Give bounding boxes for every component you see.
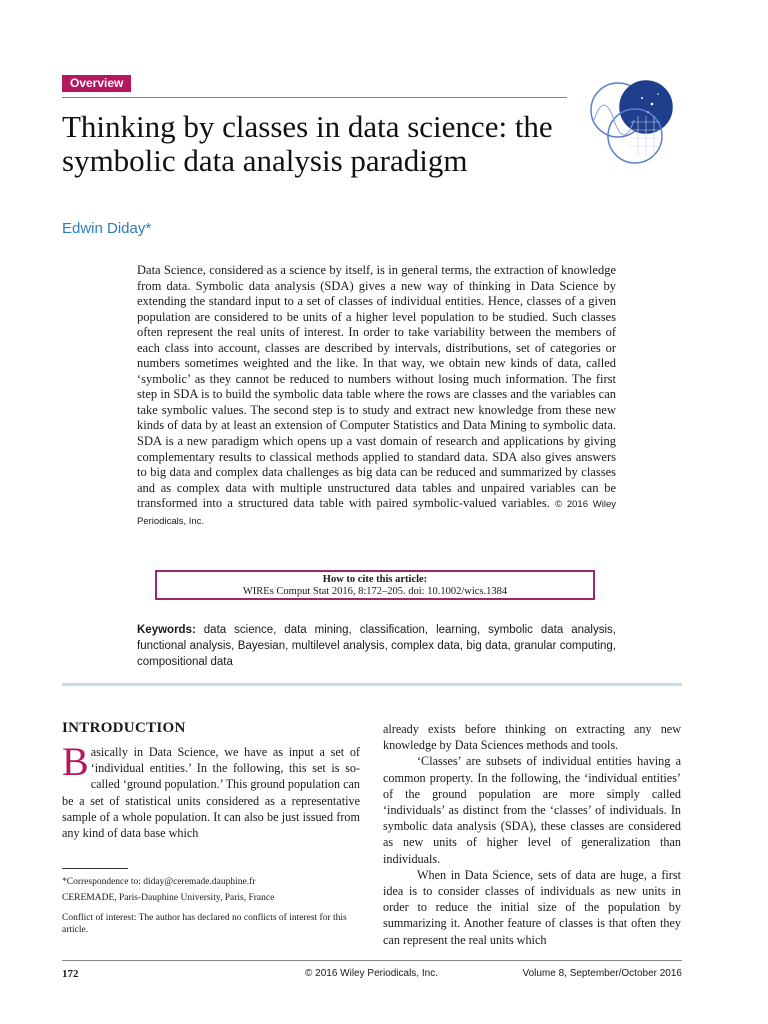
- section-divider: [62, 683, 682, 686]
- footer-rule: [62, 960, 682, 961]
- abstract: [137, 263, 616, 529]
- right-paragraph-2: ‘Classes’ are subsets of individual entities having a common property. In the following, the ‘individual entities’ of the ground population are more simply called ‘individuals’ as distinct from the ‘classes’ of individuals. In symbolic data analysis (SDA), these classes are considered as new units of higher level of generalization than individuals.: [383, 754, 681, 866]
- article-title: Thinking by classes in data science: the symbolic data analysis paradigm: [62, 109, 553, 178]
- venn-logo-icon: [580, 80, 676, 166]
- header-rule: [62, 97, 567, 98]
- right-paragraph-3: When in Data Science, sets of data are huge, a first idea is to consider classes of individuals as new units in order to reduce the initial size of the population by summarizing it. Another feature of classes is that often they can represent the real units which: [383, 867, 681, 947]
- author-name[interactable]: Edwin Diday: [62, 220, 146, 237]
- keywords-list: data science, data mining, classification, learning, symbolic data analysis, functional analysis, Bayesian, multilevel analysis, complex data, big data, granular computing, compositional data: [137, 624, 616, 668]
- footnote-conflict: Conflict of interest: The author has declared no conflicts of interest for this article.: [62, 913, 347, 935]
- footnote-rule: [62, 868, 128, 869]
- citation-box: [155, 570, 595, 600]
- footnote-correspondence[interactable]: *Correspondence to: diday@ceremade.dauphine.fr: [62, 877, 256, 887]
- abstract-text: Data Science, considered as a science by itself, is in general terms, the extraction of knowledge from data. Symbolic data analysis (SDA) gives a new way of thinking in Data Science by extending the standard input to a set of classes of individual entities. Hence, classes of a given population are considered to be units of a higher level population to be studied. Such classes often represent the real units of interest. In order to take variability between the members of each class into account, classes are described by intervals, distributions, set of categories or numbers sometimes weighted and the like. In that way, we obtain new kinds of data, called ‘symbolic’ as they cannot be reduced to numbers without losing much information. The first step in SDA is to build the symbolic data table where the rows are classes and the variables can take symbolic values. The second step is to study and extract new knowledge from these new kinds of data by at least an extension of Computer Statistics and Data Mining to symbolic data. SDA is a new paradigm which opens up a vast domain of research and applications by giving complementary results to classical methods applied to standard data. SDA also gives answers to big data and complex data challenges as big data can be reduced and summarized by classes and as complex data with multiple unstructured data tables and unpaired variables can be transformed into a structured data table with paired symbolic-valued variables.: [137, 263, 616, 511]
- introduction-heading: INTRODUCTION: [62, 720, 186, 736]
- citation-heading: How to cite this article:: [322, 574, 428, 585]
- citation-text: WIREs Comput Stat 2016, 8:172–205. doi: 10.1002/wics.1384: [242, 586, 508, 597]
- section-badge: Overview: [62, 75, 131, 92]
- left-column: [62, 739, 360, 841]
- author-line: [62, 220, 151, 237]
- keywords: [137, 622, 616, 670]
- venn-grid: [630, 116, 660, 156]
- drop-cap: B: [62, 739, 89, 784]
- right-paragraph-1: already exists before thinking on extracting any new knowledge by Data Sciences methods and tools.: [383, 722, 681, 753]
- intro-paragraph: [62, 739, 360, 841]
- abstract-copyright: © 2016 Wiley Periodicals, Inc.: [137, 499, 616, 527]
- footer-volume: Volume 8, September/October 2016: [522, 968, 682, 979]
- author-footnote-mark[interactable]: *: [145, 220, 152, 237]
- intro-paragraph-text: asically in Data Science, we have as input a set of ‘individual entities.’ In the following, this set is so-called ‘ground population.’ This ground population can be a set of statistical units considered as a representative sample of a whole population. It can also be just issued from any kind of data base which: [62, 745, 360, 841]
- page-number: 172: [62, 968, 79, 980]
- keywords-label: Keywords:: [137, 624, 196, 636]
- right-column: [383, 721, 681, 948]
- footnote-affiliation: CEREMADE, Paris-Dauphine University, Paris, France: [62, 893, 275, 903]
- footer-publisher: © 2016 Wiley Periodicals, Inc.: [305, 968, 438, 979]
